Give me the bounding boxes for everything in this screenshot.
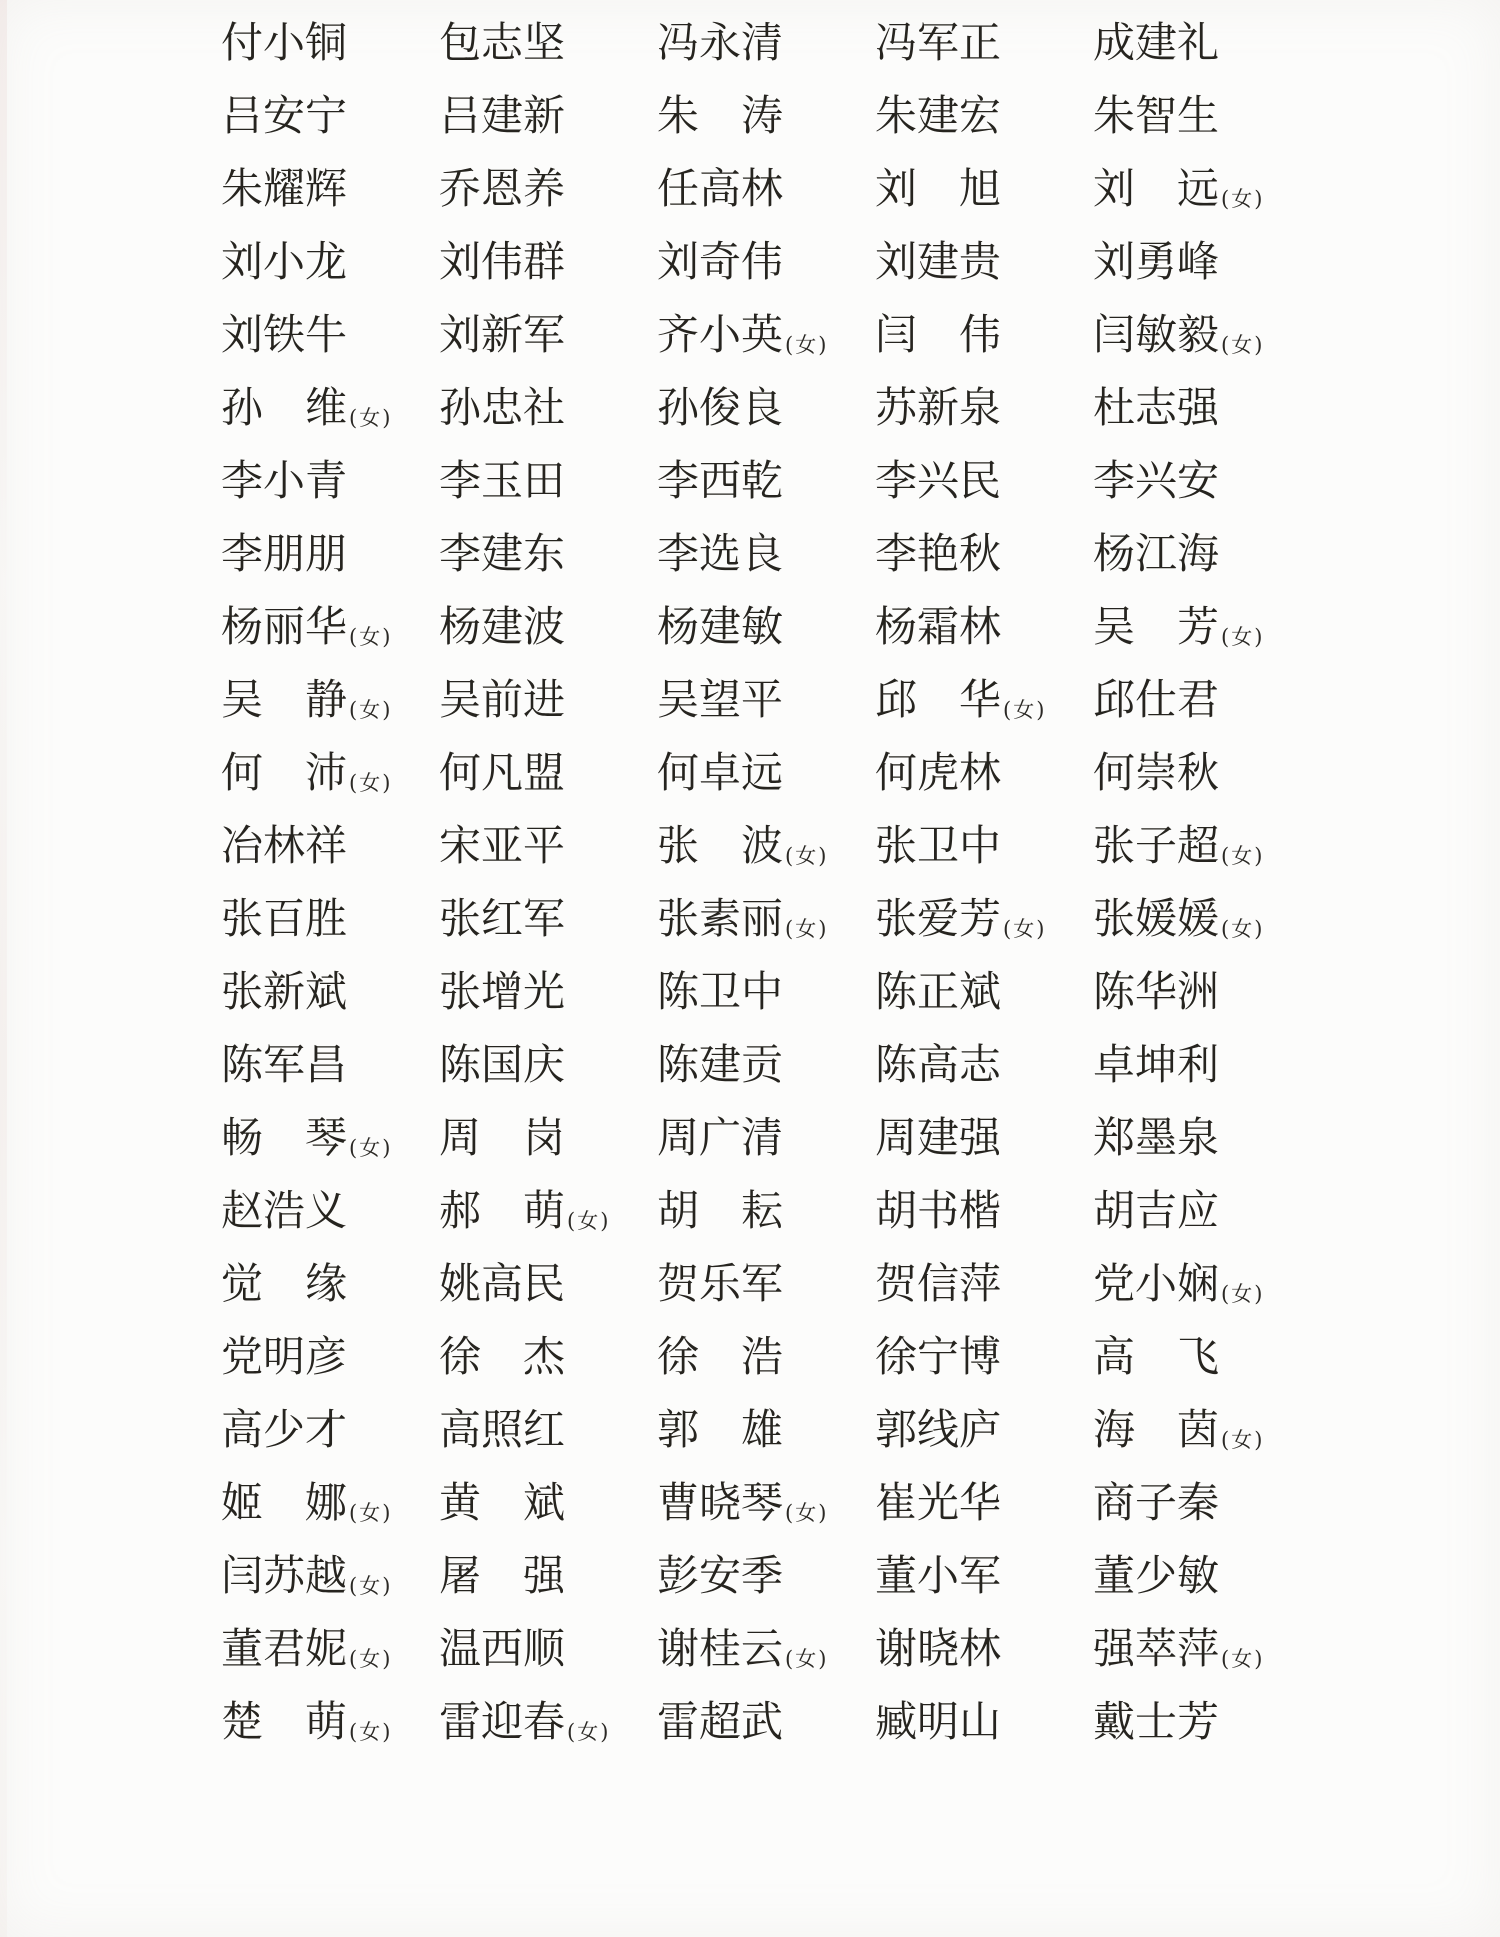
- person-name: 何 凡 盟: [439, 748, 566, 797]
- person-name: 周 岗: [439, 1113, 565, 1162]
- name-cell: [875, 1101, 1093, 1161]
- name-row: [221, 298, 1311, 371]
- person-name: 杨 霜 林: [875, 602, 1002, 651]
- female-marker: (女): [349, 698, 393, 722]
- female-marker: (女): [1003, 698, 1047, 722]
- person-name: 高 少 才: [221, 1405, 348, 1454]
- name-cell: [1093, 809, 1311, 869]
- name-cell: [221, 1320, 439, 1380]
- person-name: 张 增 光: [439, 967, 566, 1016]
- person-name: 张 素 丽: [657, 894, 784, 943]
- female-marker: (女): [785, 333, 829, 357]
- person-name: 卓 坤 利: [1093, 1040, 1220, 1089]
- name-cell: [875, 225, 1093, 285]
- name-cell: [875, 371, 1093, 431]
- name-cell: [221, 79, 439, 139]
- name-cell: [875, 590, 1093, 650]
- name-row: [221, 955, 1311, 1028]
- name-cell: [221, 882, 439, 942]
- person-name: 冯 永 清: [657, 18, 784, 67]
- female-marker: (女): [785, 1647, 829, 1671]
- person-name: 乔 恩 养: [439, 164, 566, 213]
- person-name: 陈 高 志: [875, 1040, 1002, 1089]
- female-marker: (女): [1221, 1282, 1265, 1306]
- name-cell: [657, 1685, 875, 1745]
- name-cell: [1093, 1320, 1311, 1380]
- person-name: 杜 志 强: [1093, 383, 1220, 432]
- person-name: 刘 奇 伟: [657, 237, 784, 286]
- person-name: 朱 涛: [657, 91, 783, 140]
- female-marker: (女): [785, 1501, 829, 1525]
- name-row: [221, 1539, 1311, 1612]
- person-name: 董 少 敏: [1093, 1551, 1220, 1600]
- name-cell: [439, 1393, 657, 1453]
- female-marker: (女): [349, 771, 393, 795]
- name-cell: [1093, 1174, 1311, 1234]
- name-cell: [657, 1393, 875, 1453]
- name-cell: [1093, 1101, 1311, 1161]
- name-cell: [439, 225, 657, 285]
- name-cell: [439, 517, 657, 577]
- name-cell: [221, 1101, 439, 1161]
- name-cell: [875, 79, 1093, 139]
- person-name: 吴 前 进: [439, 675, 566, 724]
- person-name: 何 崇 秋: [1093, 748, 1220, 797]
- name-cell: [875, 663, 1093, 723]
- person-name: 李 小 青: [221, 456, 348, 505]
- female-marker: (女): [349, 1574, 393, 1598]
- name-cell: [439, 736, 657, 796]
- person-name: 张 新 斌: [221, 967, 348, 1016]
- female-marker: (女): [1221, 844, 1265, 868]
- name-cell: [875, 1612, 1093, 1672]
- name-cell: [657, 1174, 875, 1234]
- name-cell: [875, 1466, 1093, 1526]
- person-name: 徐 杰: [439, 1332, 565, 1381]
- name-cell: [657, 1247, 875, 1307]
- person-name: 张 爱 芳: [875, 894, 1002, 943]
- name-cell: [657, 663, 875, 723]
- person-name: 吕 建 新: [439, 91, 566, 140]
- name-row: [221, 590, 1311, 663]
- name-cell: [1093, 1466, 1311, 1526]
- person-name: 郝 萌: [439, 1186, 565, 1235]
- name-cell: [439, 444, 657, 504]
- female-marker: (女): [349, 1720, 393, 1744]
- person-name: 李 艳 秋: [875, 529, 1002, 578]
- person-name: 杨 建 波: [439, 602, 566, 651]
- name-row: [221, 1247, 1311, 1320]
- name-cell: [439, 809, 657, 869]
- person-name: 陈 建 贡: [657, 1040, 784, 1089]
- name-cell: [875, 1539, 1093, 1599]
- person-name: 觉 缘: [221, 1259, 347, 1308]
- name-cell: [657, 1466, 875, 1526]
- person-name: 楚 萌: [221, 1697, 347, 1746]
- name-cell: [1093, 1685, 1311, 1745]
- name-cell: [439, 1466, 657, 1526]
- person-name: 李 西 乾: [657, 456, 784, 505]
- name-cell: [221, 663, 439, 723]
- person-name: 陈 华 洲: [1093, 967, 1220, 1016]
- person-name: 张 卫 中: [875, 821, 1002, 870]
- name-cell: [439, 1320, 657, 1380]
- name-cell: [657, 809, 875, 869]
- name-cell: [439, 1685, 657, 1745]
- name-cell: [221, 955, 439, 1015]
- name-cell: [1093, 444, 1311, 504]
- name-cell: [875, 955, 1093, 1015]
- name-cell: [439, 955, 657, 1015]
- person-name: 何 虎 林: [875, 748, 1002, 797]
- name-cell: [657, 1320, 875, 1380]
- person-name: 黄 斌: [439, 1478, 565, 1527]
- name-row: [221, 444, 1311, 517]
- person-name: 臧 明 山: [875, 1697, 1002, 1746]
- female-marker: (女): [785, 844, 829, 868]
- person-name: 董 小 军: [875, 1551, 1002, 1600]
- person-name: 郭 线 庐: [875, 1405, 1002, 1454]
- person-name: 党 小 娴: [1093, 1259, 1220, 1308]
- name-cell: [221, 6, 439, 66]
- person-name: 李 兴 安: [1093, 456, 1220, 505]
- name-cell: [439, 298, 657, 358]
- name-cell: [221, 1393, 439, 1453]
- name-cell: [1093, 663, 1311, 723]
- name-cell: [657, 444, 875, 504]
- name-cell: [1093, 955, 1311, 1015]
- female-marker: (女): [349, 1501, 393, 1525]
- person-name: 刘 旭: [875, 164, 1001, 213]
- female-marker: (女): [1221, 917, 1265, 941]
- person-name: 徐 浩: [657, 1332, 783, 1381]
- name-cell: [1093, 79, 1311, 139]
- name-cell: [221, 517, 439, 577]
- person-name: 陈 国 庆: [439, 1040, 566, 1089]
- person-name: 刘 小 龙: [221, 237, 348, 286]
- person-name: 陈 卫 中: [657, 967, 784, 1016]
- person-name: 冶 林 祥: [221, 821, 348, 870]
- name-cell: [439, 152, 657, 212]
- female-marker: (女): [1221, 1647, 1265, 1671]
- name-roster-grid: [221, 6, 1311, 1758]
- name-cell: [657, 1028, 875, 1088]
- person-name: 党 明 彦: [221, 1332, 348, 1381]
- name-cell: [875, 6, 1093, 66]
- name-cell: [439, 1028, 657, 1088]
- person-name: 刘 勇 峰: [1093, 237, 1220, 286]
- name-cell: [657, 1612, 875, 1672]
- name-cell: [221, 1466, 439, 1526]
- name-row: [221, 225, 1311, 298]
- name-cell: [875, 809, 1093, 869]
- female-marker: (女): [349, 406, 393, 430]
- person-name: 张 百 胜: [221, 894, 348, 943]
- name-cell: [221, 1174, 439, 1234]
- person-name: 任 高 林: [657, 164, 784, 213]
- name-cell: [657, 955, 875, 1015]
- person-name: 朱 耀 辉: [221, 164, 348, 213]
- person-name: 冯 军 正: [875, 18, 1002, 67]
- name-cell: [875, 882, 1093, 942]
- person-name: 刘 新 军: [439, 310, 566, 359]
- female-marker: (女): [785, 917, 829, 941]
- person-name: 赵 浩 义: [221, 1186, 348, 1235]
- person-name: 商 子 秦: [1093, 1478, 1220, 1527]
- person-name: 孙 忠 社: [439, 383, 566, 432]
- person-name: 杨 丽 华: [221, 602, 348, 651]
- name-cell: [1093, 882, 1311, 942]
- person-name: 谢 桂 云: [657, 1624, 784, 1673]
- name-cell: [875, 1685, 1093, 1745]
- female-marker: (女): [1221, 333, 1265, 357]
- person-name: 周 广 清: [657, 1113, 784, 1162]
- person-name: 强 萃 萍: [1093, 1624, 1220, 1673]
- name-cell: [1093, 1393, 1311, 1453]
- person-name: 胡 书 楷: [875, 1186, 1002, 1235]
- name-row: [221, 152, 1311, 225]
- person-name: 彭 安 季: [657, 1551, 784, 1600]
- name-cell: [439, 590, 657, 650]
- person-name: 张 媛 媛: [1093, 894, 1220, 943]
- female-marker: (女): [567, 1720, 611, 1744]
- name-cell: [221, 298, 439, 358]
- person-name: 闫 苏 越: [221, 1551, 348, 1600]
- name-cell: [657, 371, 875, 431]
- person-name: 胡 吉 应: [1093, 1186, 1220, 1235]
- name-row: [221, 1101, 1311, 1174]
- name-cell: [1093, 152, 1311, 212]
- name-cell: [221, 1539, 439, 1599]
- name-cell: [657, 517, 875, 577]
- name-cell: [439, 6, 657, 66]
- name-cell: [439, 1612, 657, 1672]
- person-name: 刘 远: [1093, 164, 1219, 213]
- person-name: 崔 光 华: [875, 1478, 1002, 1527]
- name-cell: [657, 590, 875, 650]
- name-cell: [439, 663, 657, 723]
- name-row: [221, 882, 1311, 955]
- name-cell: [875, 1320, 1093, 1380]
- name-cell: [1093, 1612, 1311, 1672]
- name-cell: [439, 1247, 657, 1307]
- name-cell: [439, 1174, 657, 1234]
- name-cell: [221, 809, 439, 869]
- person-name: 成 建 礼: [1093, 18, 1220, 67]
- name-cell: [1093, 6, 1311, 66]
- person-name: 郑 墨 泉: [1093, 1113, 1220, 1162]
- person-name: 邱 华: [875, 675, 1001, 724]
- name-cell: [221, 1685, 439, 1745]
- name-row: [221, 371, 1311, 444]
- person-name: 邱 仕 君: [1093, 675, 1220, 724]
- female-marker: (女): [1221, 625, 1265, 649]
- name-cell: [221, 371, 439, 431]
- name-cell: [1093, 517, 1311, 577]
- person-name: 杨 江 海: [1093, 529, 1220, 578]
- person-name: 徐 宁 博: [875, 1332, 1002, 1381]
- name-row: [221, 1393, 1311, 1466]
- name-cell: [875, 444, 1093, 504]
- person-name: 戴 士 芳: [1093, 1697, 1220, 1746]
- female-marker: (女): [567, 1209, 611, 1233]
- name-cell: [221, 225, 439, 285]
- person-name: 周 建 强: [875, 1113, 1002, 1162]
- person-name: 陈 正 斌: [875, 967, 1002, 1016]
- name-cell: [439, 371, 657, 431]
- name-cell: [1093, 736, 1311, 796]
- name-cell: [1093, 298, 1311, 358]
- person-name: 孙 俊 良: [657, 383, 784, 432]
- person-name: 曹 晓 琴: [657, 1478, 784, 1527]
- person-name: 吴 望 平: [657, 675, 784, 724]
- name-cell: [439, 882, 657, 942]
- person-name: 吴 芳: [1093, 602, 1219, 651]
- name-row: [221, 663, 1311, 736]
- name-cell: [1093, 371, 1311, 431]
- name-cell: [657, 225, 875, 285]
- person-name: 宋 亚 平: [439, 821, 566, 870]
- name-row: [221, 1612, 1311, 1685]
- name-cell: [875, 1174, 1093, 1234]
- person-name: 李 选 良: [657, 529, 784, 578]
- person-name: 雷 迎 春: [439, 1697, 566, 1746]
- name-row: [221, 6, 1311, 79]
- person-name: 闫 伟: [875, 310, 1001, 359]
- name-row: [221, 79, 1311, 152]
- name-cell: [1093, 1539, 1311, 1599]
- name-cell: [1093, 225, 1311, 285]
- name-cell: [439, 1101, 657, 1161]
- name-cell: [875, 736, 1093, 796]
- person-name: 贺 信 萍: [875, 1259, 1002, 1308]
- female-marker: (女): [349, 1136, 393, 1160]
- person-name: 孙 维: [221, 383, 347, 432]
- person-name: 包 志 坚: [439, 18, 566, 67]
- person-name: 姬 娜: [221, 1478, 347, 1527]
- person-name: 吕 安 宁: [221, 91, 348, 140]
- person-name: 高 照 红: [439, 1405, 566, 1454]
- name-cell: [221, 152, 439, 212]
- person-name: 高 飞: [1093, 1332, 1219, 1381]
- name-cell: [221, 1028, 439, 1088]
- person-name: 海 茵: [1093, 1405, 1219, 1454]
- name-cell: [875, 1393, 1093, 1453]
- name-cell: [221, 590, 439, 650]
- person-name: 李 兴 民: [875, 456, 1002, 505]
- name-cell: [1093, 590, 1311, 650]
- name-cell: [1093, 1247, 1311, 1307]
- name-cell: [875, 1247, 1093, 1307]
- person-name: 刘 建 贵: [875, 237, 1002, 286]
- person-name: 何 沛: [221, 748, 347, 797]
- name-cell: [657, 882, 875, 942]
- person-name: 付 小 铜: [221, 18, 348, 67]
- person-name: 贺 乐 军: [657, 1259, 784, 1308]
- name-row: [221, 1685, 1311, 1758]
- name-cell: [657, 298, 875, 358]
- name-cell: [657, 736, 875, 796]
- person-name: 苏 新 泉: [875, 383, 1002, 432]
- person-name: 李 朋 朋: [221, 529, 348, 578]
- name-cell: [657, 1539, 875, 1599]
- name-cell: [221, 1612, 439, 1672]
- person-name: 张 红 军: [439, 894, 566, 943]
- person-name: 郭 雄: [657, 1405, 783, 1454]
- name-cell: [657, 79, 875, 139]
- person-name: 温 西 顺: [439, 1624, 566, 1673]
- name-cell: [221, 736, 439, 796]
- name-row: [221, 809, 1311, 882]
- female-marker: (女): [1221, 187, 1265, 211]
- person-name: 朱 建 宏: [875, 91, 1002, 140]
- female-marker: (女): [1221, 1428, 1265, 1452]
- name-row: [221, 1174, 1311, 1247]
- name-cell: [1093, 1028, 1311, 1088]
- person-name: 李 玉 田: [439, 456, 566, 505]
- person-name: 畅 琴: [221, 1113, 347, 1162]
- name-row: [221, 1466, 1311, 1539]
- person-name: 陈 军 昌: [221, 1040, 348, 1089]
- name-cell: [875, 1028, 1093, 1088]
- name-cell: [657, 152, 875, 212]
- name-cell: [875, 517, 1093, 577]
- person-name: 齐 小 英: [657, 310, 784, 359]
- scan-edge-artifact: [0, 0, 7, 1937]
- person-name: 张 波: [657, 821, 783, 870]
- person-name: 杨 建 敏: [657, 602, 784, 651]
- person-name: 刘 伟 群: [439, 237, 566, 286]
- person-name: 吴 静: [221, 675, 347, 724]
- female-marker: (女): [349, 1647, 393, 1671]
- name-cell: [221, 1247, 439, 1307]
- name-cell: [439, 1539, 657, 1599]
- person-name: 张 子 超: [1093, 821, 1220, 870]
- person-name: 屠 强: [439, 1551, 565, 1600]
- person-name: 董 君 妮: [221, 1624, 348, 1673]
- person-name: 李 建 东: [439, 529, 566, 578]
- female-marker: (女): [1003, 917, 1047, 941]
- person-name: 刘 铁 牛: [221, 310, 348, 359]
- name-cell: [221, 444, 439, 504]
- person-name: 谢 晓 林: [875, 1624, 1002, 1673]
- name-cell: [439, 79, 657, 139]
- female-marker: (女): [349, 625, 393, 649]
- person-name: 何 卓 远: [657, 748, 784, 797]
- name-row: [221, 517, 1311, 590]
- name-row: [221, 1320, 1311, 1393]
- person-name: 雷 超 武: [657, 1697, 784, 1746]
- person-name: 朱 智 生: [1093, 91, 1220, 140]
- person-name: 胡 耘: [657, 1186, 783, 1235]
- person-name: 闫 敏 毅: [1093, 310, 1220, 359]
- name-row: [221, 1028, 1311, 1101]
- name-row: [221, 736, 1311, 809]
- name-cell: [657, 6, 875, 66]
- name-cell: [875, 152, 1093, 212]
- person-name: 姚 高 民: [439, 1259, 566, 1308]
- name-cell: [657, 1101, 875, 1161]
- name-cell: [875, 298, 1093, 358]
